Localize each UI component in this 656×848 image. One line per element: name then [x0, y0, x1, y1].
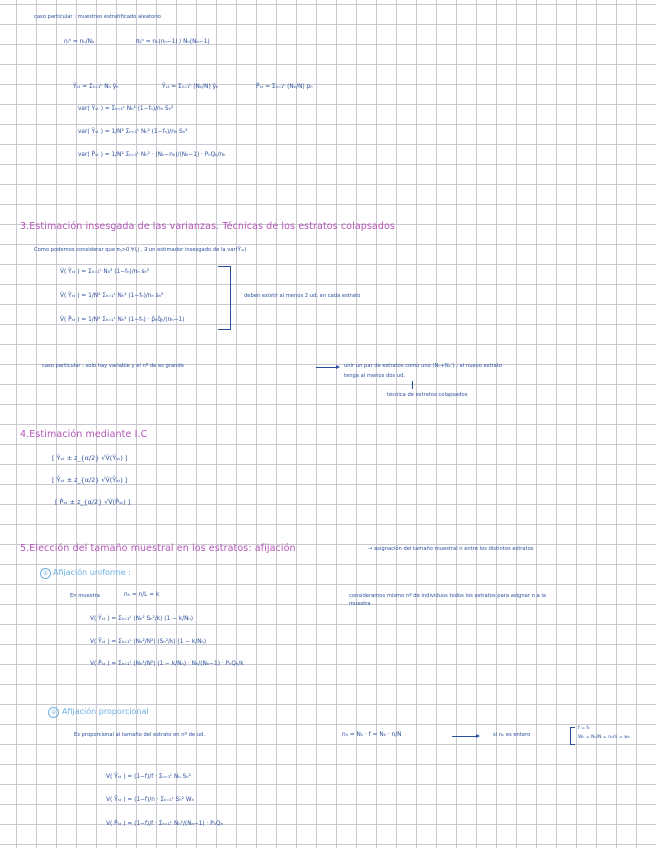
uniforme-equation: nₕ = n/L = k	[124, 592, 160, 598]
section-5-title: 5.Elección del tamaño muestral en los estratos: afijación	[20, 543, 296, 554]
right-arrow-icon	[316, 367, 338, 368]
caso-result-line2: tenga al menos dos ud.	[344, 373, 406, 379]
caso-particular-mea: caso particular : muestreo estratificado aleatorio	[34, 14, 161, 20]
proporcional-note: si nₕ es entero	[493, 732, 531, 738]
caso-particular-colapsados: caso particular : solo hay variable y el nº de es grande	[42, 363, 184, 369]
section-3-title: 3.Estimación insesgada de las varianzas. Técnicas de los estratos colapsados	[20, 221, 395, 232]
ci-proportion: [ P̂ₛₜ ± z_{α/2} √V̂(P̂ₛₜ) ]	[55, 498, 131, 506]
proporcional-equation: nₕ = Nₕ · f = Nₕ · n/N	[342, 732, 402, 738]
proporcional-var-mean: V( Ȳₛₜ ) = (1−f)/n · Σₕ₌₁ᴸ Sₕ² Wₕ	[106, 797, 194, 803]
est-var-mean: V̂( Ŷₛₜ ) = 1/N² Σₕ₌₁ᴸ Nₕ² (1−fₕ)/nₕ sₕ²	[60, 293, 164, 299]
section-5-note: → asignación del tamaño muestral n entre los distintos estratos	[368, 546, 534, 552]
uniforme-text: En muestra	[70, 593, 100, 599]
proporcional-cond1: f = fₕ	[578, 726, 590, 731]
proporcional-cond2: Wₕ = Nₕ/N = nₕ/n = wₕ	[578, 735, 630, 740]
estimator-proportion: P̂ₛₜ = Σₕ₌₁ᴸ (Nₕ/N) pₕ	[256, 84, 313, 90]
tecnica-label: técnica de estratos colapsados	[387, 392, 468, 398]
proporcional-var-total: V( Ŷₛₜ ) = (1−f)/f · Σₕ₌₁ᴸ Nₕ Sₕ²	[106, 774, 191, 780]
afijacion-uniforme-title: Afijación uniforme :	[53, 568, 131, 577]
uniforme-var-proportion: V( P̂ₛₜ ) = Σₕ₌₁ᴸ (Nₕ²/N²) (1 − k/Nₕ) · Nₕ/(Nₕ−1) · PₕQₕ/k	[90, 661, 244, 667]
formula-inclusion-prob: nᵢʰ = nₕ/Nₕ	[64, 39, 95, 45]
uniforme-note-line2: muestra	[349, 601, 371, 607]
uniforme-var-mean: V( Ȳₛₜ ) = Σₕ₌₁ᴸ (Nₕ²/N²) (Sₕ²/k) (1 − k/Nₕ)	[90, 639, 207, 645]
afijacion-proporcional-title: Afijación proporcional	[62, 707, 149, 716]
estimator-total: Ŷₛₜ = Σₕ₌₁ᴸ Nₕ ȳₕ	[73, 84, 119, 90]
var-mean: var( Ŷₛₜ ) = 1/N² Σₕ₌₁ᴸ Nₕ² (1−fₕ)/nₕ Sₕ²	[78, 129, 188, 135]
uniforme-note-line1: consideramos mismo nº de individuos todos los estratos para asignar n a la	[349, 593, 546, 599]
number-1-circle: ①	[40, 568, 51, 579]
caso-result-line1: unir un par de estratos como uno (Nₕ+Nₖ’) ; el nuevo estrato	[344, 363, 503, 369]
ci-total: [ Ŷₛₜ ± z_{α/2} √V̂(Ŷₛₜ) ]	[52, 454, 128, 462]
down-arrow-icon	[412, 381, 413, 389]
proporcional-var-proportion: V( P̂ₛₜ ) = (1−f)/f · Σₕ₌₁ᴸ Nₕ²/(Nₕ−1) · PₕQₕ	[106, 821, 223, 827]
estimator-mean: Ŷₛₜ = Σₕ₌₁ᴸ (Nₕ/N) ȳₕ	[162, 84, 219, 90]
est-var-total: V̂( Ŷₛₜ ) = Σₕ₌₁ᴸ Nₕ² (1−fₕ)/nₕ sₕ²	[60, 269, 150, 275]
section-4-title: 4.Estimación mediante I.C	[20, 429, 148, 440]
proporcional-text: Es proporcional al tamaño del estrato en nº de ud.	[74, 732, 205, 738]
var-proportion: var( P̂ₛₜ ) = 1/N² Σₕ₌₁ᴸ Nₕ² · (Nₕ−nₕ)/(Nₕ−1) · PₕQₕ/nₕ	[78, 152, 226, 158]
section-3-intro: Como podemos considerar que πᵢⱼ>0 ∀i,j , ∃ un estimador insesgado de la var(Ŷₛₜ)	[34, 247, 247, 253]
number-2-circle: ②	[48, 707, 59, 718]
uniforme-var-total: V( Ŷₛₜ ) = Σₕ₌₁ᴸ (Nₕ² Sₕ²/k) (1 − k/Nₕ)	[90, 616, 194, 622]
brace-note: deben existir al menos 2 ud. en cada estrato	[244, 293, 361, 299]
right-brace	[218, 266, 231, 330]
right-arrow-icon-2	[452, 736, 478, 737]
est-var-proportion: V̂( P̂ₛₜ ) = 1/N² Σₕ₌₁ᴸ Nₕ² (1−fₕ) · p̂ₕq̂ₕ/(nₕ−1)	[60, 317, 185, 323]
var-total: var( Ŷₛₜ ) = Σₕ₌₁ᴸ Nₕ² (1−fₕ)/nₕ Sₕ²	[78, 106, 174, 112]
formula-joint-prob: πᵢⱼʰ = nₕ(nₕ−1) / Nₕ(Nₕ−1)	[136, 39, 210, 45]
left-brace	[570, 727, 575, 745]
ci-mean: [ Ȳₛₜ ± z_{α/2} √V̂(Ȳₛₜ) ]	[52, 476, 128, 484]
